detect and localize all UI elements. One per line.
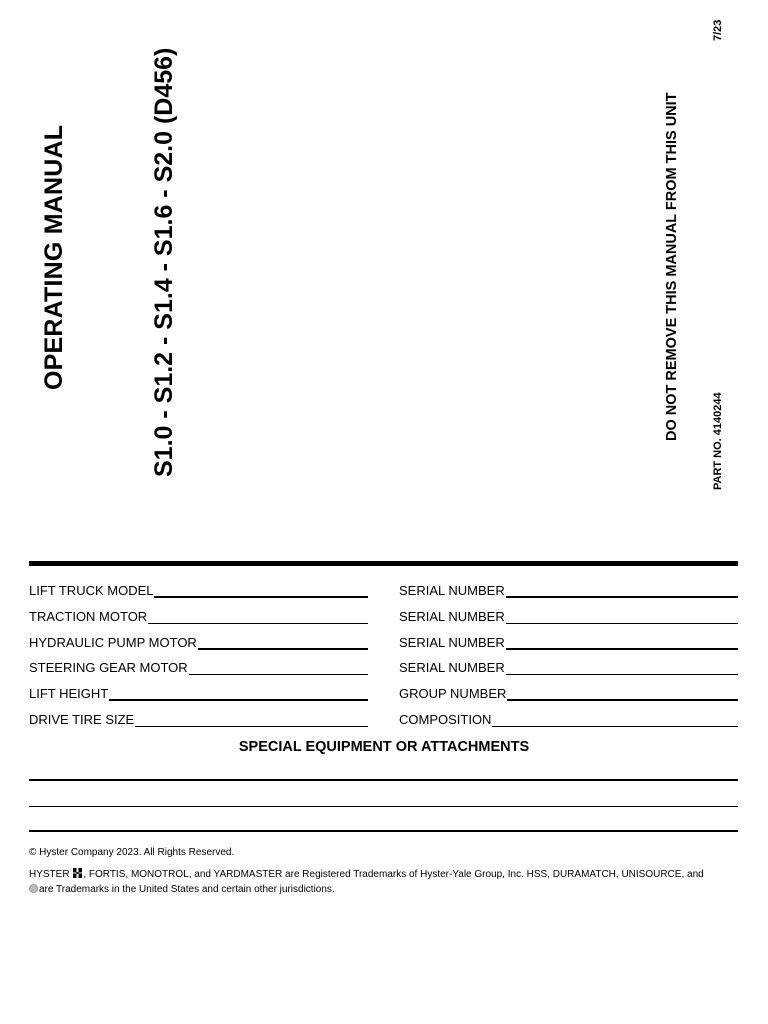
field-serial-number-3: [399, 634, 738, 650]
field-label: SERIAL NUMBER: [399, 635, 505, 650]
field-blank-line[interactable]: [492, 714, 738, 727]
trademark-symbol-icon: [29, 884, 38, 893]
copyright-text: © Hyster Company 2023. All Rights Reserved.: [29, 847, 235, 858]
trademark-line-2-text: are Trademarks in the United States and certain other jurisdictions.: [39, 884, 335, 895]
field-label: TRACTION MOTOR: [29, 609, 148, 624]
field-blank-line[interactable]: [189, 662, 368, 675]
attachment-line[interactable]: [29, 830, 738, 832]
field-steering-gear-motor: [29, 659, 368, 675]
section-divider: [29, 561, 738, 566]
field-hydraulic-pump-motor: [29, 634, 368, 650]
field-traction-motor: [29, 608, 368, 624]
field-blank-line[interactable]: [506, 636, 738, 650]
field-blank-line[interactable]: [154, 584, 368, 598]
warning-text: DO NOT REMOVE THIS MANUAL FROM THIS UNIT: [664, 92, 680, 441]
attachment-line[interactable]: [29, 779, 738, 781]
field-blank-line[interactable]: [506, 584, 738, 598]
field-serial-number-4: [399, 659, 738, 675]
field-blank-line[interactable]: [109, 687, 368, 701]
trademark-line-2: [29, 884, 335, 896]
trademark-rest: , FORTIS, MONOTROL, and YARDMASTER are Registered Trademarks of Hyster-Yale Group, Inc. HSS, DURAMATCH, UNISOURCE, and: [83, 869, 704, 880]
field-serial-number-1: [399, 582, 738, 598]
field-drive-tire-size: [29, 711, 368, 727]
field-label: LIFT TRUCK MODEL: [29, 583, 154, 598]
special-equipment-heading: SPECIAL EQUIPMENT OR ATTACHMENTS: [238, 739, 530, 755]
field-label: LIFT HEIGHT: [29, 686, 109, 701]
field-serial-number-2: [399, 608, 738, 624]
model-list: S1.0 - S1.2 - S1.4 - S1.6 - S2.0 (D456): [150, 47, 178, 477]
manual-title: OPERATING MANUAL: [40, 124, 68, 390]
field-label: SERIAL NUMBER: [399, 609, 505, 624]
field-label: SERIAL NUMBER: [399, 660, 505, 675]
field-blank-line[interactable]: [135, 714, 368, 727]
hyster-logo-icon: [73, 868, 82, 878]
field-label: GROUP NUMBER: [399, 686, 507, 701]
field-lift-height: [29, 685, 368, 701]
field-label: COMPOSITION: [399, 712, 492, 727]
revision-date: 7/23: [712, 19, 724, 41]
field-group-number: [399, 685, 738, 701]
field-blank-line[interactable]: [506, 611, 738, 624]
attachment-line[interactable]: [29, 806, 738, 807]
field-label: STEERING GEAR MOTOR: [29, 660, 188, 675]
field-blank-line[interactable]: [198, 636, 368, 650]
field-label: DRIVE TIRE SIZE: [29, 712, 135, 727]
trademark-line: [29, 868, 704, 881]
field-lift-truck-model: [29, 582, 368, 598]
field-label: SERIAL NUMBER: [399, 583, 505, 598]
field-label: HYDRAULIC PUMP MOTOR: [29, 635, 197, 650]
field-blank-line[interactable]: [507, 687, 738, 701]
part-number: PART NO. 4140244: [712, 392, 724, 490]
field-composition: [399, 711, 738, 727]
field-blank-line[interactable]: [148, 611, 368, 624]
field-blank-line[interactable]: [506, 662, 738, 675]
trademark-lead: HYSTER: [29, 869, 70, 880]
